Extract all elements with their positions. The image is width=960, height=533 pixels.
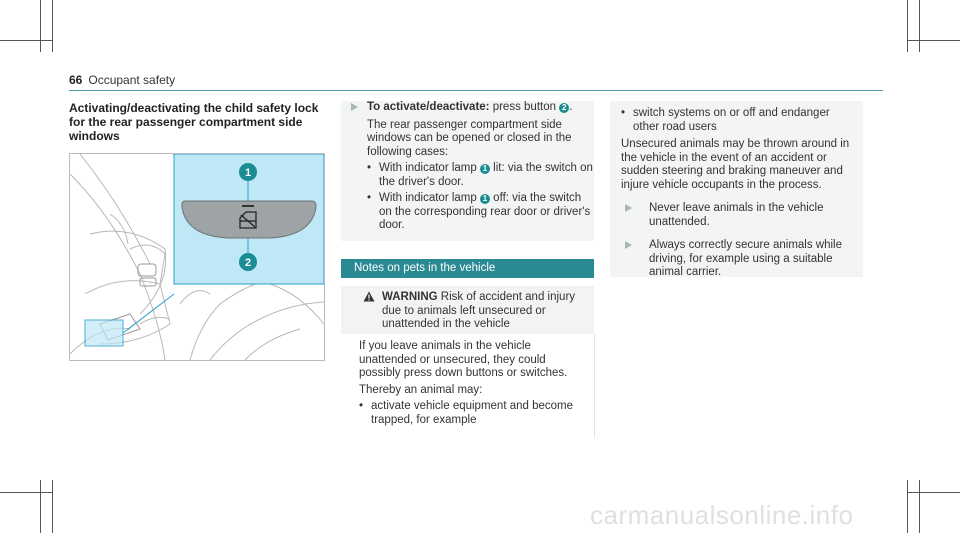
notes-paragraph: Unsecured animals may be thrown around in the vehicle in the event of an accident or sudden steering and braking maneuver and injure vehicle occupants in the process. bbox=[621, 138, 850, 191]
crop-mark bbox=[0, 40, 52, 41]
warning-text: WARNING Risk of accident and injury due to animals left unsecured or unattended in the vehicle bbox=[382, 291, 576, 330]
warning-paragraph: If you leave animals in the vehicle unattended or unsecured, they could possibly press down buttons or switches. bbox=[359, 340, 568, 379]
warning-label: WARNING bbox=[382, 291, 438, 303]
step-lead: To activate/deactivate: bbox=[367, 101, 490, 113]
crop-mark bbox=[919, 0, 920, 52]
crop-mark bbox=[52, 0, 53, 52]
page-number: 66 bbox=[69, 73, 83, 87]
page-header bbox=[69, 73, 175, 87]
crop-mark bbox=[908, 492, 960, 493]
step-text-end: . bbox=[569, 101, 573, 113]
section-heading: Activating/deactivating the child safety lock for the rear passenger compartment side windows bbox=[69, 101, 319, 143]
watermark: carmanualsonline.info bbox=[590, 500, 854, 530]
warning-triangle-icon bbox=[363, 291, 375, 302]
step-arrow-icon bbox=[351, 103, 358, 111]
list-item: • activate vehicle equipment and become trapped, for example bbox=[359, 400, 587, 427]
header-rule bbox=[69, 90, 883, 91]
crop-mark bbox=[907, 0, 908, 52]
svg-text:2: 2 bbox=[244, 257, 252, 269]
callout-ref: 1 bbox=[480, 164, 490, 174]
callout-1 bbox=[239, 163, 257, 181]
warning-details bbox=[359, 340, 587, 427]
list-item: • switch systems on or off and endanger other road users bbox=[621, 107, 857, 134]
crop-mark bbox=[919, 480, 920, 533]
list-item: • With indicator lamp 1 off: via the switch on the corresponding rear door or driver's door. bbox=[367, 192, 594, 233]
section-title: Occupant safety bbox=[88, 73, 176, 87]
crop-mark bbox=[908, 40, 960, 41]
step-arrow-icon bbox=[625, 204, 632, 212]
step-secure-animals: Always correctly secure animals while driving, for example using a suitable animal carrier. bbox=[621, 239, 857, 280]
door-panel-illustration bbox=[70, 154, 324, 360]
notes-section-title: Notes on pets in the vehicle bbox=[341, 259, 594, 278]
crop-mark bbox=[52, 480, 53, 533]
notes-continued bbox=[621, 107, 857, 280]
crop-mark bbox=[40, 480, 41, 533]
instruction-text bbox=[341, 101, 594, 233]
crop-mark bbox=[907, 480, 908, 533]
callout-ref: 1 bbox=[480, 194, 490, 204]
step-never-leave: Never leave animals in the vehicle unattended. bbox=[621, 202, 857, 229]
svg-text:1: 1 bbox=[244, 167, 252, 179]
crop-mark bbox=[0, 492, 52, 493]
callout-ref: 2 bbox=[559, 103, 569, 113]
list-item: • With indicator lamp 1 lit: via the switch on the driver's door. bbox=[367, 162, 594, 189]
step-intro: The rear passenger compartment side windows can be opened or closed in the following cases: bbox=[367, 118, 572, 158]
switch-area-highlight bbox=[85, 320, 123, 346]
door-switch-figure bbox=[69, 153, 325, 361]
step-text: press button bbox=[489, 101, 560, 113]
step-activate bbox=[341, 101, 594, 233]
crop-mark bbox=[40, 0, 41, 52]
warning-paragraph: Thereby an animal may: bbox=[359, 383, 483, 396]
step-arrow-icon bbox=[625, 241, 632, 249]
callout-2 bbox=[239, 253, 257, 271]
